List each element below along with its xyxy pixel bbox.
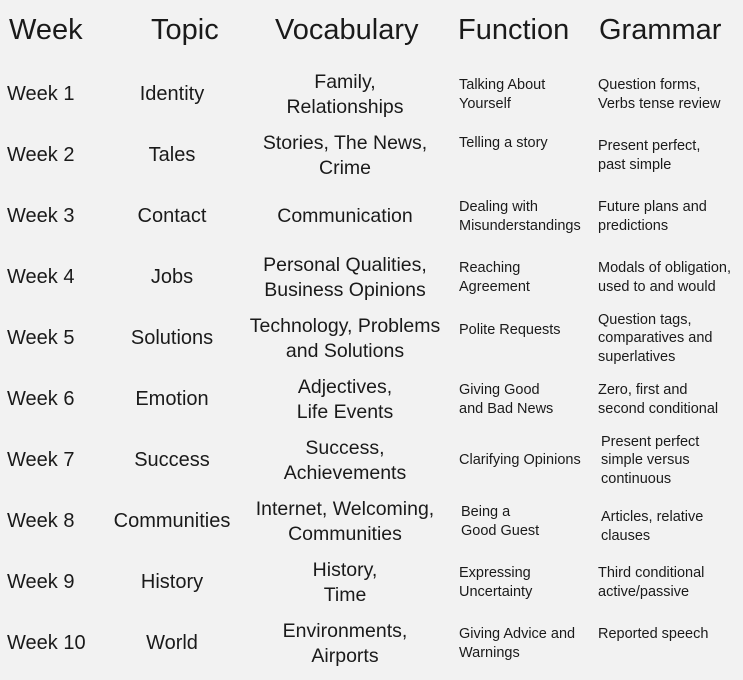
week-cell (7, 64, 107, 125)
topic-label: Identity (139, 83, 205, 105)
table-row (0, 613, 743, 674)
vocabulary-label: Success, Achievements (283, 436, 407, 484)
table-row (0, 491, 743, 552)
topic-label: World (146, 632, 198, 654)
grammar-cell: Future plans and predictions (598, 199, 707, 234)
topic-cell (106, 186, 238, 247)
vocabulary-cell (236, 491, 454, 552)
function-cell: Talking About Yourself (459, 77, 546, 112)
week-cell (7, 430, 107, 491)
topic-label: Communities (113, 510, 231, 532)
table-row (0, 247, 743, 308)
header-vocabulary: Vocabulary (275, 14, 419, 46)
vocabulary-cell (236, 613, 454, 674)
table-row (0, 430, 743, 491)
grammar-cell: Present perfect, past simple (598, 138, 701, 173)
grammar-cell: Articles, relative clauses (601, 509, 704, 544)
topic-cell (106, 308, 238, 369)
table-row (0, 369, 743, 430)
vocabulary-label: Environments, Airports (282, 619, 408, 667)
table-row (0, 186, 743, 247)
function-cell: Clarifying Opinions (459, 452, 581, 469)
vocabulary-label: Family, Relationships (286, 70, 404, 118)
topic-label: Contact (137, 205, 207, 227)
week-cell (7, 125, 107, 186)
topic-label: History (140, 571, 204, 593)
grammar-cell: Reported speech (598, 626, 709, 642)
vocabulary-label: Personal Qualities, Business Opinions (263, 253, 427, 301)
vocabulary-cell (236, 552, 454, 613)
week-label: Week 10 (7, 632, 86, 654)
function-cell: Polite Requests (459, 322, 561, 338)
header-week: Week (9, 14, 83, 46)
week-label: Week 6 (7, 388, 75, 410)
table-row (0, 308, 743, 369)
week-label: Week 8 (7, 510, 75, 532)
topic-cell (106, 247, 238, 308)
week-cell (7, 369, 107, 430)
header-topic: Topic (151, 14, 219, 46)
vocabulary-label: Internet, Welcoming, Communities (255, 497, 435, 545)
grammar-cell: Third conditional active/passive (598, 565, 705, 600)
week-label: Week 9 (7, 571, 75, 593)
grammar-cell: Question tags, comparatives and superlatives (598, 311, 713, 365)
week-label: Week 2 (7, 144, 75, 166)
grammar-cell: Modals of obligation, used to and would (598, 260, 731, 295)
week-label: Week 1 (7, 83, 75, 105)
function-cell: Being a Good Guest (461, 504, 540, 539)
table-row (0, 125, 743, 186)
vocabulary-cell (236, 308, 454, 369)
topic-cell (106, 491, 238, 552)
function-cell: Telling a story (459, 135, 548, 151)
topic-label: Emotion (135, 388, 209, 410)
week-cell (7, 186, 107, 247)
function-cell: Giving Advice and Warnings (459, 626, 576, 661)
vocabulary-label: Communication (277, 205, 413, 227)
topic-cell (106, 125, 238, 186)
topic-cell (106, 430, 238, 491)
week-label: Week 4 (7, 266, 75, 288)
grammar-cell: Question forms, Verbs tense review (598, 77, 721, 112)
week-cell (7, 552, 107, 613)
topic-label: Jobs (150, 266, 194, 288)
function-cell: Dealing with Misunderstandings (459, 199, 581, 234)
topic-cell (106, 552, 238, 613)
topic-cell (106, 369, 238, 430)
header-grammar: Grammar (599, 14, 722, 46)
vocabulary-label: Technology, Problems and Solutions (249, 314, 441, 362)
week-cell (7, 613, 107, 674)
header-function: Function (458, 14, 570, 46)
vocabulary-cell (236, 369, 454, 430)
vocabulary-cell (236, 430, 454, 491)
topic-label: Success (134, 449, 210, 471)
grammar-cell: Zero, first and second conditional (598, 382, 719, 417)
week-cell (7, 247, 107, 308)
week-cell (7, 308, 107, 369)
table-row (0, 552, 743, 613)
vocabulary-cell (236, 186, 454, 247)
table-row (0, 64, 743, 125)
week-label: Week 5 (7, 327, 75, 349)
topic-label: Solutions (130, 327, 214, 349)
vocabulary-label: Adjectives, Life Events (296, 375, 394, 423)
vocabulary-label: Stories, The News, Crime (262, 131, 428, 179)
topic-label: Tales (148, 144, 196, 166)
function-cell: Giving Good and Bad News (459, 382, 554, 417)
topic-cell (106, 64, 238, 125)
function-cell: Reaching Agreement (459, 260, 530, 295)
function-cell: Expressing Uncertainty (459, 565, 533, 600)
week-cell (7, 491, 107, 552)
vocabulary-cell (236, 247, 454, 308)
vocabulary-cell (236, 125, 454, 186)
vocabulary-label: History, Time (312, 558, 378, 606)
grammar-cell: Present perfect simple versus continuous (601, 433, 700, 487)
week-label: Week 3 (7, 205, 75, 227)
vocabulary-cell (236, 64, 454, 125)
topic-cell (106, 613, 238, 674)
week-label: Week 7 (7, 449, 75, 471)
